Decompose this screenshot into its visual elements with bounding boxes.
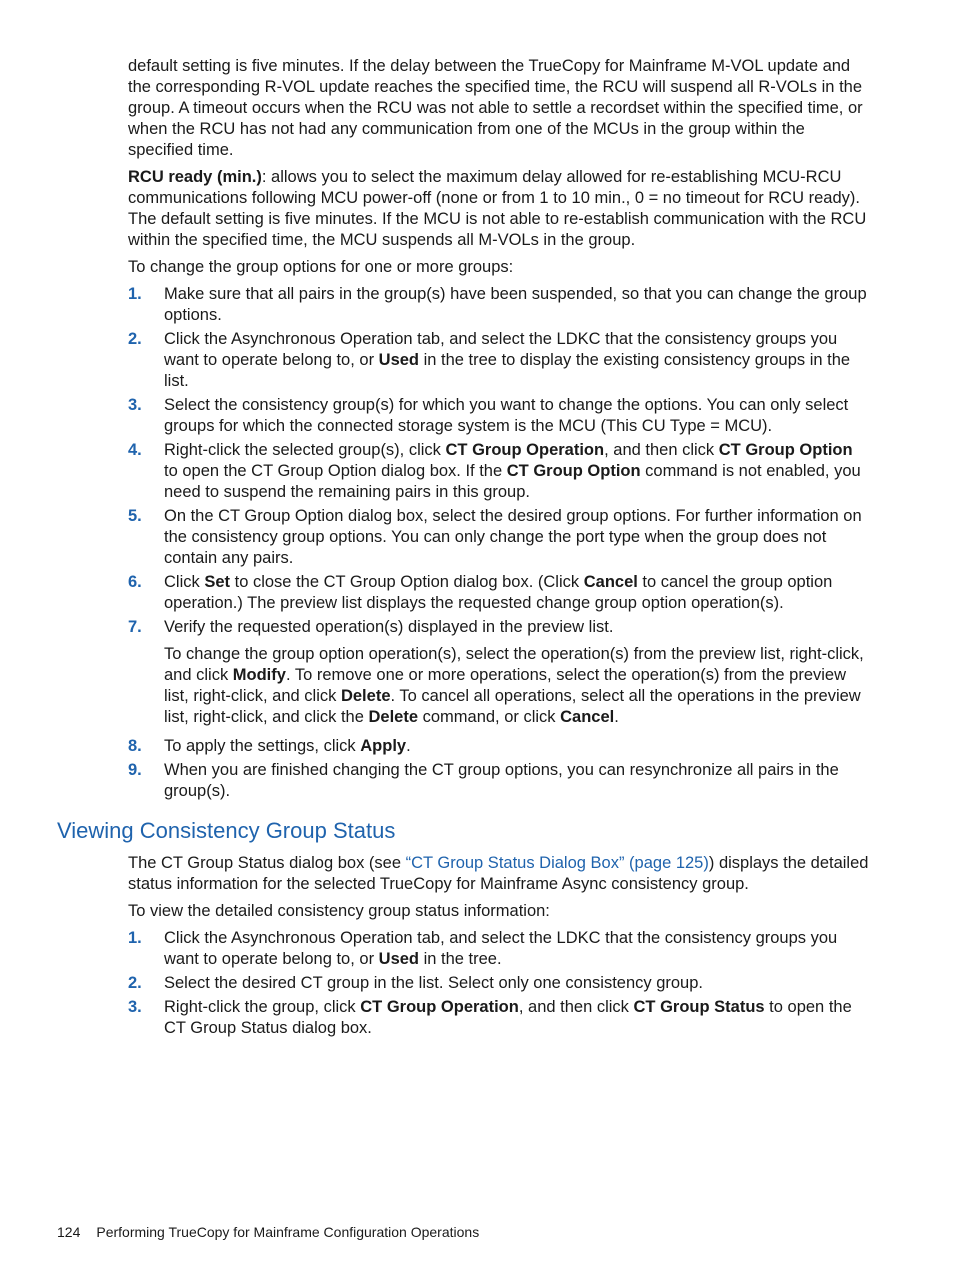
step-text: . To remove one or more operations, select the operation(s) from the preview list, right-click, and click	[164, 666, 847, 705]
paragraph-change-intro: To change the group options for one or more groups:	[128, 258, 514, 276]
bold-term: Modify	[232, 666, 286, 684]
step-item	[128, 928, 870, 970]
section-heading: Viewing Consistency Group Status	[57, 818, 396, 843]
step-body	[164, 440, 870, 503]
paragraph-rcu-ready	[128, 167, 870, 251]
step-text: , and then click	[604, 441, 719, 459]
step-text: Click the Asynchronous Operation tab, and select the LDKC that the consistency groups you want to operate belong to, or	[164, 330, 838, 369]
change-options-steps	[128, 284, 870, 802]
bold-term: Set	[204, 573, 231, 591]
step-text: When you are finished changing the CT group options, you can resynchronize all pairs in the group(s).	[164, 761, 839, 800]
step-number: 1.	[128, 285, 142, 303]
step-number: 3.	[128, 998, 142, 1016]
step-body	[164, 329, 870, 392]
paragraph-rcu-ready-text: : allows you to select the maximum delay allowed for re-establishing MCU-RCU communications following MCU power-off (none or from 1 to 10 min., 0 = no timeout for RCU ready). The default setting is five minutes. If the MCU is not able to re-establish communication with the RCU within the specified time, the MCU suspends all M-VOLs in the group.	[128, 168, 867, 249]
step-item	[128, 572, 870, 614]
step-number: 8.	[128, 737, 142, 755]
bold-term: Cancel	[560, 708, 615, 726]
step-body	[164, 506, 870, 569]
step-body	[164, 736, 870, 757]
step-number: 4.	[128, 441, 142, 459]
step-body	[164, 997, 870, 1039]
bold-term: CT Group Operation	[360, 998, 519, 1016]
step-body	[164, 395, 870, 437]
step-number: 9.	[128, 761, 142, 779]
step-text: Make sure that all pairs in the group(s) have been suspended, so that you can change the group options.	[164, 285, 867, 324]
bold-term: Delete	[340, 687, 391, 705]
step-item	[128, 506, 870, 569]
step-item	[128, 736, 870, 757]
step-number: 5.	[128, 507, 142, 525]
step-text: To apply the settings, click	[164, 737, 361, 755]
step-item	[128, 973, 870, 994]
step-text: On the CT Group Option dialog box, select the desired group options. For further information on the consistency group options. You can only change the port type when the group does not contain any pairs.	[164, 507, 862, 567]
step-text: in the tree to display the existing consistency groups in the list.	[164, 351, 851, 390]
step-text: Right-click the selected group(s), click	[164, 441, 446, 459]
step-item	[128, 284, 870, 326]
step-item	[128, 329, 870, 392]
step-text: in the tree.	[419, 950, 502, 968]
bold-term: Apply	[360, 737, 407, 755]
step-body	[164, 572, 870, 614]
step-text: .	[406, 737, 411, 755]
view-status-steps	[128, 928, 870, 1039]
status-intro-b: ) displays the detailed status information for the selected TrueCopy for Mainframe Async consistency group.	[128, 854, 869, 893]
step-text: to open the CT Group Status dialog box.	[164, 998, 852, 1037]
step-text: To change the group option operation(s), select the operation(s) from the preview list, right-click, and click	[164, 645, 864, 684]
top-text-block	[128, 56, 870, 805]
step-text: . To cancel all operations, select all the operations in the preview list, right-click, and click the	[164, 687, 861, 726]
link-ct-group-status-dialog[interactable]: “CT Group Status Dialog Box” (page 125)	[405, 854, 709, 872]
step-item	[128, 997, 870, 1039]
section-text-block	[128, 853, 870, 1042]
step-text: command is not enabled, you need to suspend the remaining pairs in this group.	[164, 462, 861, 501]
step-text: Verify the requested operation(s) displayed in the preview list.	[164, 618, 614, 636]
step-body	[164, 617, 870, 638]
paragraph-status-intro	[128, 853, 870, 895]
bold-term: Used	[378, 351, 420, 369]
step-body	[164, 284, 870, 326]
bold-term: CT Group Operation	[445, 441, 605, 459]
step-text: Click the Asynchronous Operation tab, and select the LDKC that the consistency groups you want to operate belong to, or	[164, 929, 838, 968]
step-body	[164, 973, 870, 994]
footer-title: Performing TrueCopy for Mainframe Configuration Operations	[96, 1224, 480, 1240]
step-item	[128, 440, 870, 503]
step-text: to cancel the group option operation.) The preview list displays the requested change group option operation(s).	[164, 573, 833, 612]
step-text: to close the CT Group Option dialog box. (Click	[230, 573, 584, 591]
bold-term: Delete	[368, 708, 419, 726]
step-text: Right-click the group, click	[164, 998, 361, 1016]
step-subparagraph	[164, 644, 870, 728]
page-footer	[57, 1223, 479, 1241]
step-body	[164, 928, 870, 970]
paragraph-timeout: default setting is five minutes. If the delay between the TrueCopy for Mainframe M-VOL update and the corresponding R-VOL update reaches the specified time, the RCU will suspend all R-VOLs in the group. A timeout occurs when the RCU was not able to settle a recordset within the specified time, or when the RCU has not had any communication from one of the MCUs in the group within the specified time.	[128, 57, 863, 159]
step-text: to open the CT Group Option dialog box. If the	[164, 462, 507, 480]
step-number: 7.	[128, 618, 142, 636]
step-number: 3.	[128, 396, 142, 414]
step-item	[128, 395, 870, 437]
step-number: 2.	[128, 974, 142, 992]
bold-term: Used	[378, 950, 420, 968]
status-intro-a: The CT Group Status dialog box (see	[128, 854, 406, 872]
bold-term: Cancel	[583, 573, 638, 591]
page-number: 124	[57, 1224, 81, 1240]
bold-term: CT Group Option	[718, 441, 853, 459]
step-text: command, or click	[418, 708, 561, 726]
step-text: Click	[164, 573, 205, 591]
bold-term: CT Group Option	[506, 462, 641, 480]
step-item	[128, 760, 870, 802]
step-body	[164, 760, 870, 802]
step-text: Select the consistency group(s) for which you want to change the options. You can only select groups for which the connected storage system is the MCU (This CU Type = MCU).	[164, 396, 849, 435]
step-text: .	[614, 708, 619, 726]
step-text: Select the desired CT group in the list. Select only one consistency group.	[164, 974, 703, 992]
step-number: 6.	[128, 573, 142, 591]
step-number: 1.	[128, 929, 142, 947]
step-item	[128, 617, 870, 728]
step-text: , and then click	[518, 998, 634, 1016]
step-number: 2.	[128, 330, 142, 348]
term-rcu-ready: RCU ready (min.)	[128, 168, 262, 186]
bold-term: CT Group Status	[633, 998, 765, 1016]
paragraph-view-intro: To view the detailed consistency group status information:	[128, 902, 550, 920]
